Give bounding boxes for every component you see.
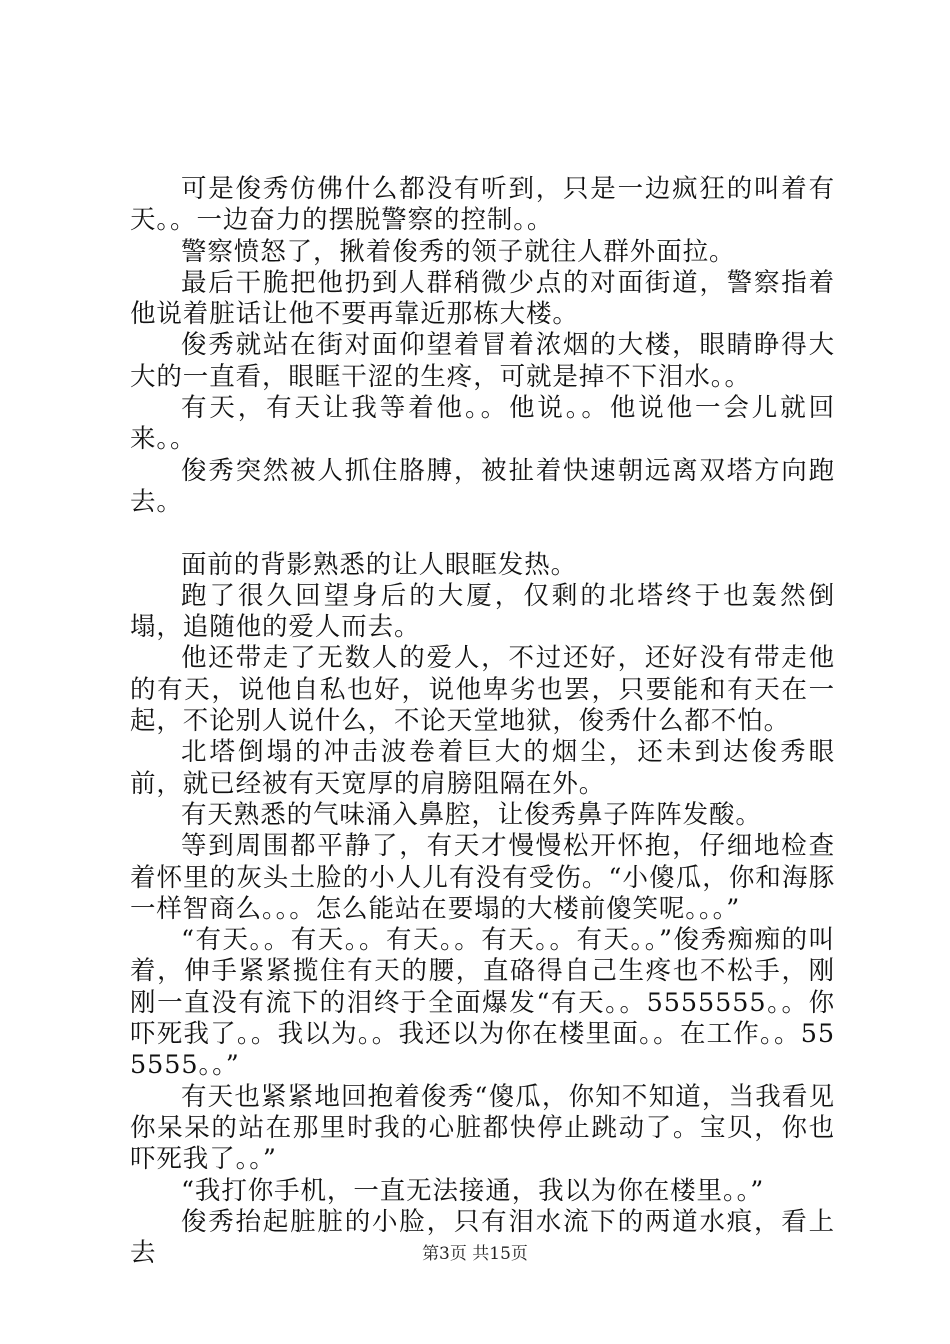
paragraph: “我打你手机，一直无法接通，我以为你在楼里。。” bbox=[181, 1175, 765, 1206]
paragraph: 俊秀就站在街对面仰望着冒着浓烟的大楼，眼睛睁得大大的一直看，眼眶干涩的生疼，可就是掉不下泪水。。 bbox=[130, 330, 835, 392]
paragraph: 俊秀突然被人抓住胳膊，被扯着快速朝远离双塔方向跑去。 bbox=[130, 455, 835, 517]
paragraph: 有天熟悉的气味涌入鼻腔，让俊秀鼻子阵阵发酸。 bbox=[181, 799, 762, 830]
paragraph: 警察愤怒了，揪着俊秀的领子就往人群外面拉。 bbox=[181, 236, 736, 267]
paragraph-spacer bbox=[130, 518, 835, 549]
paragraph: “有天。。有天。。有天。。有天。。有天。。”俊秀痴痴的叫着，伸手紧紧揽住有天的腰，直硌得自己生疼也不松手，刚刚一直没有流下的泪终于全面爆发“有天。。5555555。。你吓死我了。。我以为。。我还以为你在楼里面。。在工作。。555555。。” bbox=[130, 925, 835, 1081]
paragraph: 面前的背影熟悉的让人眼眶发热。 bbox=[181, 549, 578, 580]
paragraph: 最后干脆把他扔到人群稍微少点的对面街道，警察指着他说着脏话让他不要再靠近那栋大楼。 bbox=[130, 267, 835, 330]
paragraph: 有天也紧紧地回抱着俊秀“傻瓜，你知不知道，当我看见你呆呆的站在那里时我的心脏都快停止跳动了。宝贝，你也吓死我了。。” bbox=[130, 1081, 835, 1175]
page-number-footer: 第3页 共15页 bbox=[422, 1244, 528, 1264]
paragraph: 俊秀抬起脏脏的小脸，只有泪水流下的两道水痕，看上去 bbox=[130, 1206, 835, 1269]
paragraph: 跑了很久回望身后的大厦，仅剩的北塔终于也轰然倒塌，追随他的爱人而去。 bbox=[130, 580, 835, 643]
paragraph: 他还带走了无数人的爱人，不过还好，还好没有带走他的有天，说他自私也好，说他卑劣也罢，只要能和有天在一起，不论别人说什么，不论天堂地狱，俊秀什么都不怕。 bbox=[130, 643, 835, 737]
paragraph: 等到周围都平静了，有天才慢慢松开怀抱，仔细地检查着怀里的灰头土脸的小人儿有没有受伤。“小傻瓜，你和海豚一样智商么。。。怎么能站在要塌的大楼前傻笑呢。。。” bbox=[130, 831, 835, 924]
paragraph: 可是俊秀仿佛什么都没有听到，只是一边疯狂的叫着有天。。一边奋力的摆脱警察的控制。。 bbox=[130, 174, 835, 236]
paragraph: 有天，有天让我等着他。。他说。。他说他一会儿就回来。。 bbox=[130, 393, 835, 455]
document-body bbox=[130, 174, 835, 1269]
paragraph: 北塔倒塌的冲击波卷着巨大的烟尘，还未到达俊秀眼前，就已经被有天宽厚的肩膀阻隔在外。 bbox=[130, 737, 835, 799]
